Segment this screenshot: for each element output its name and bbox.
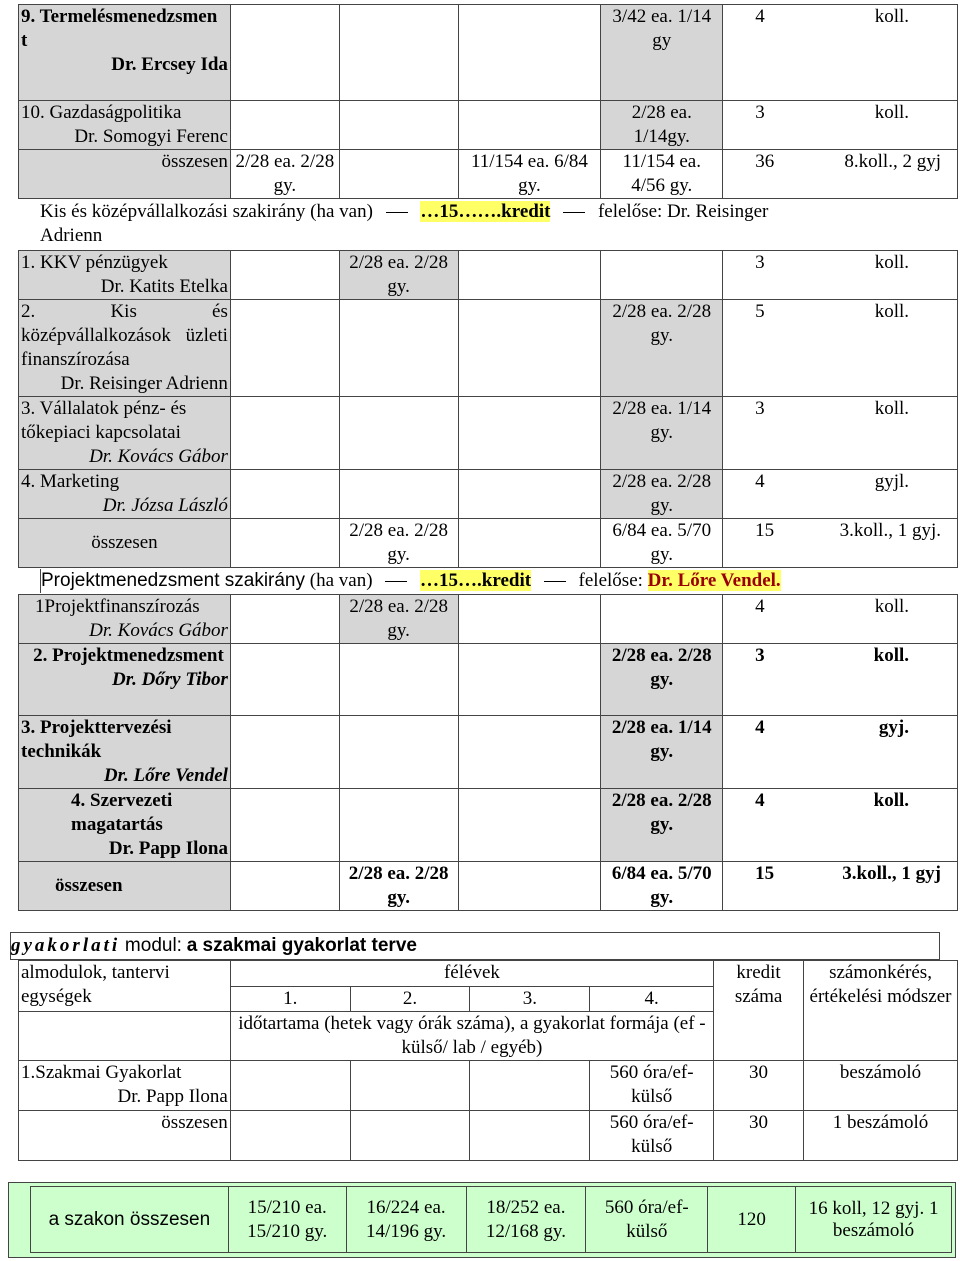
credit-header: kredit száma [714, 961, 804, 1061]
table-row [19, 519, 958, 568]
table-row [19, 470, 958, 519]
grand-total-label: a szakon összesen [31, 1187, 229, 1253]
course-cell: 2. Kis és középvállalkozások üzleti finanszírozása Dr. Reisinger Adrienn [19, 300, 231, 397]
table-row [19, 300, 958, 397]
proj-header: Projektmenedzsment szakirány (ha van) …15….kredit felelőse: Dr. Lőre Vendel. [40, 569, 941, 593]
kkv-header: Kis és középvállalkozási szakirány (ha van) …15…….kredit felelőse: Dr. Reisinger [40, 201, 769, 222]
semester-cell: 2/28 ea. 2/28 gy. [601, 470, 723, 519]
course-cell: 1.Szakmai Gyakorlat Dr. Papp Ilona [19, 1061, 231, 1111]
course-cell: 1Projektfinanszírozás Dr. Kovács Gábor [19, 595, 231, 644]
course-cell: 4. Szervezeti magatartás Dr. Papp Ilona [19, 789, 231, 862]
table-row [19, 150, 958, 199]
assess-cell: 16 koll, 12 gyj. 1 beszámoló [796, 1187, 952, 1253]
semester-cell: 560 óra/ef-külső [590, 1111, 714, 1161]
table-row [19, 862, 958, 911]
kkv-table [18, 250, 958, 568]
grand-total-table [30, 1186, 952, 1253]
credit-cell: 30 [714, 1111, 804, 1161]
course-cell: 9. Termelésmenedzsmen t Dr. Ercsey Ida [19, 5, 231, 101]
total-label: összesen [19, 1111, 231, 1161]
table-row [19, 644, 958, 716]
semester-cell: 2/28 ea. 2/28 gy. [601, 644, 723, 716]
course-cell: 1. KKV pénzügyek Dr. Katits Etelka [19, 251, 231, 300]
semester-cell: 2/28 ea. 2/28 gy. [339, 595, 458, 644]
semester-cell: 3/42 ea. 1/14 gy [601, 5, 723, 101]
table-row [19, 595, 958, 644]
semester-cell: 2/28 ea. 1/14 gy. [601, 716, 723, 789]
semester-cell: 560 óra/ef-külső [590, 1061, 714, 1111]
semester-1-header: 1. [230, 987, 350, 1012]
kkv-credit: …15…….kredit [420, 201, 551, 222]
semester-3-header: 3. [470, 987, 590, 1012]
credit-cell: 3 koll. [723, 644, 958, 716]
table-row [19, 961, 958, 987]
semester-cell: 15/210 ea. 15/210 gy. [228, 1187, 346, 1253]
credit-cell: 4 koll. [723, 595, 958, 644]
proj-responsible: Dr. Lőre Vendel. [647, 570, 781, 591]
assess-header: számonkérés, értékelési módszer [804, 961, 958, 1061]
table-row [19, 5, 958, 101]
semester-cell: 2/28 ea. 2/28 gy. [601, 789, 723, 862]
course-cell: 2. Projektmenedzsment Dr. Dőry Tibor [19, 644, 231, 716]
semester-cell: 11/154 ea. 4/56 gy. [601, 150, 723, 199]
credit-cell: 4 gyjl. [723, 470, 958, 519]
practice-col-header: almodulok, tantervi egységek [19, 961, 231, 1012]
table-row [19, 251, 958, 300]
semester-4-header: 4. [590, 987, 714, 1012]
semester-2-header: 2. [350, 987, 470, 1012]
semester-cell: 2/28 ea. 2/28 gy. [601, 300, 723, 397]
semester-cell: 11/154 ea. 6/84 gy. [458, 150, 601, 199]
credit-cell: 30 [714, 1061, 804, 1111]
semester-cell: 16/224 ea. 14/196 gy. [346, 1187, 466, 1253]
total-label: összesen [19, 150, 231, 199]
credit-cell: 5 koll. [723, 300, 958, 397]
credit-cell: 15 3.koll., 1 gyj [723, 862, 958, 911]
credit-cell: 4 koll. [723, 789, 958, 862]
course-cell: 4. Marketing Dr. Józsa László [19, 470, 231, 519]
top-table [18, 4, 958, 199]
semester-cell: 2/28 ea. 2/28 gy. [339, 251, 458, 300]
credit-cell: 120 [708, 1187, 796, 1253]
course-cell: 3. Projekttervezési technikák Dr. Lőre Vendel [19, 716, 231, 789]
practice-table [18, 960, 958, 1161]
course-cell: 10. Gazdaságpolitika Dr. Somogyi Ferenc [19, 101, 231, 150]
semester-cell: 560 óra/ef-külső [586, 1187, 708, 1253]
table-row [19, 1111, 958, 1161]
assess-cell: beszámoló [804, 1061, 958, 1111]
proj-table [18, 594, 958, 911]
table-row [19, 101, 958, 150]
table-row [19, 1061, 958, 1111]
semester-cell: 18/252 ea. 12/168 gy. [466, 1187, 586, 1253]
practice-title: gyakorlati modul: a szakmai gyakorlat terve [10, 932, 940, 960]
semester-cell: 2/28 ea. 2/28 gy. [339, 519, 458, 568]
proj-credit: …15….kredit [420, 570, 532, 591]
semester-cell: 6/84 ea. 5/70 gy. [601, 862, 723, 911]
semester-cell: 6/84 ea. 5/70 gy. [601, 519, 723, 568]
table-row [31, 1187, 952, 1253]
table-row [19, 716, 958, 789]
kkv-responsible: Adrienn [40, 225, 103, 246]
credit-cell: 36 8.koll., 2 gyj [723, 150, 958, 199]
credit-cell: 15 3.koll., 1 gyj. [723, 519, 958, 568]
table-row [19, 397, 958, 470]
semester-cell: 2/28 ea. 2/28 gy. [339, 862, 458, 911]
semester-cell: 2/28 ea. 1/14gy. [601, 101, 723, 150]
semesters-header: félévek [230, 961, 713, 987]
credit-cell: 3 koll. [723, 101, 958, 150]
credit-cell: 4 gyj. [723, 716, 958, 789]
total-label: összesen [19, 862, 231, 911]
credit-cell: 3 koll. [723, 251, 958, 300]
semester-cell: 2/28 ea. 1/14 gy. [601, 397, 723, 470]
total-label: összesen [19, 519, 231, 568]
course-cell: 3. Vállalatok pénz- és tőkepiaci kapcsolatai Dr. Kovács Gábor [19, 397, 231, 470]
assess-cell: 1 beszámoló [804, 1111, 958, 1161]
credit-cell: 4 koll. [723, 5, 958, 101]
table-row [19, 789, 958, 862]
duration-header: időtartama (hetek vagy órák száma), a gyakorlat formája (ef -külső/ lab / egyéb) [230, 1012, 713, 1061]
semester-cell: 2/28 ea. 2/28 gy. [230, 150, 339, 199]
credit-cell: 3 koll. [723, 397, 958, 470]
